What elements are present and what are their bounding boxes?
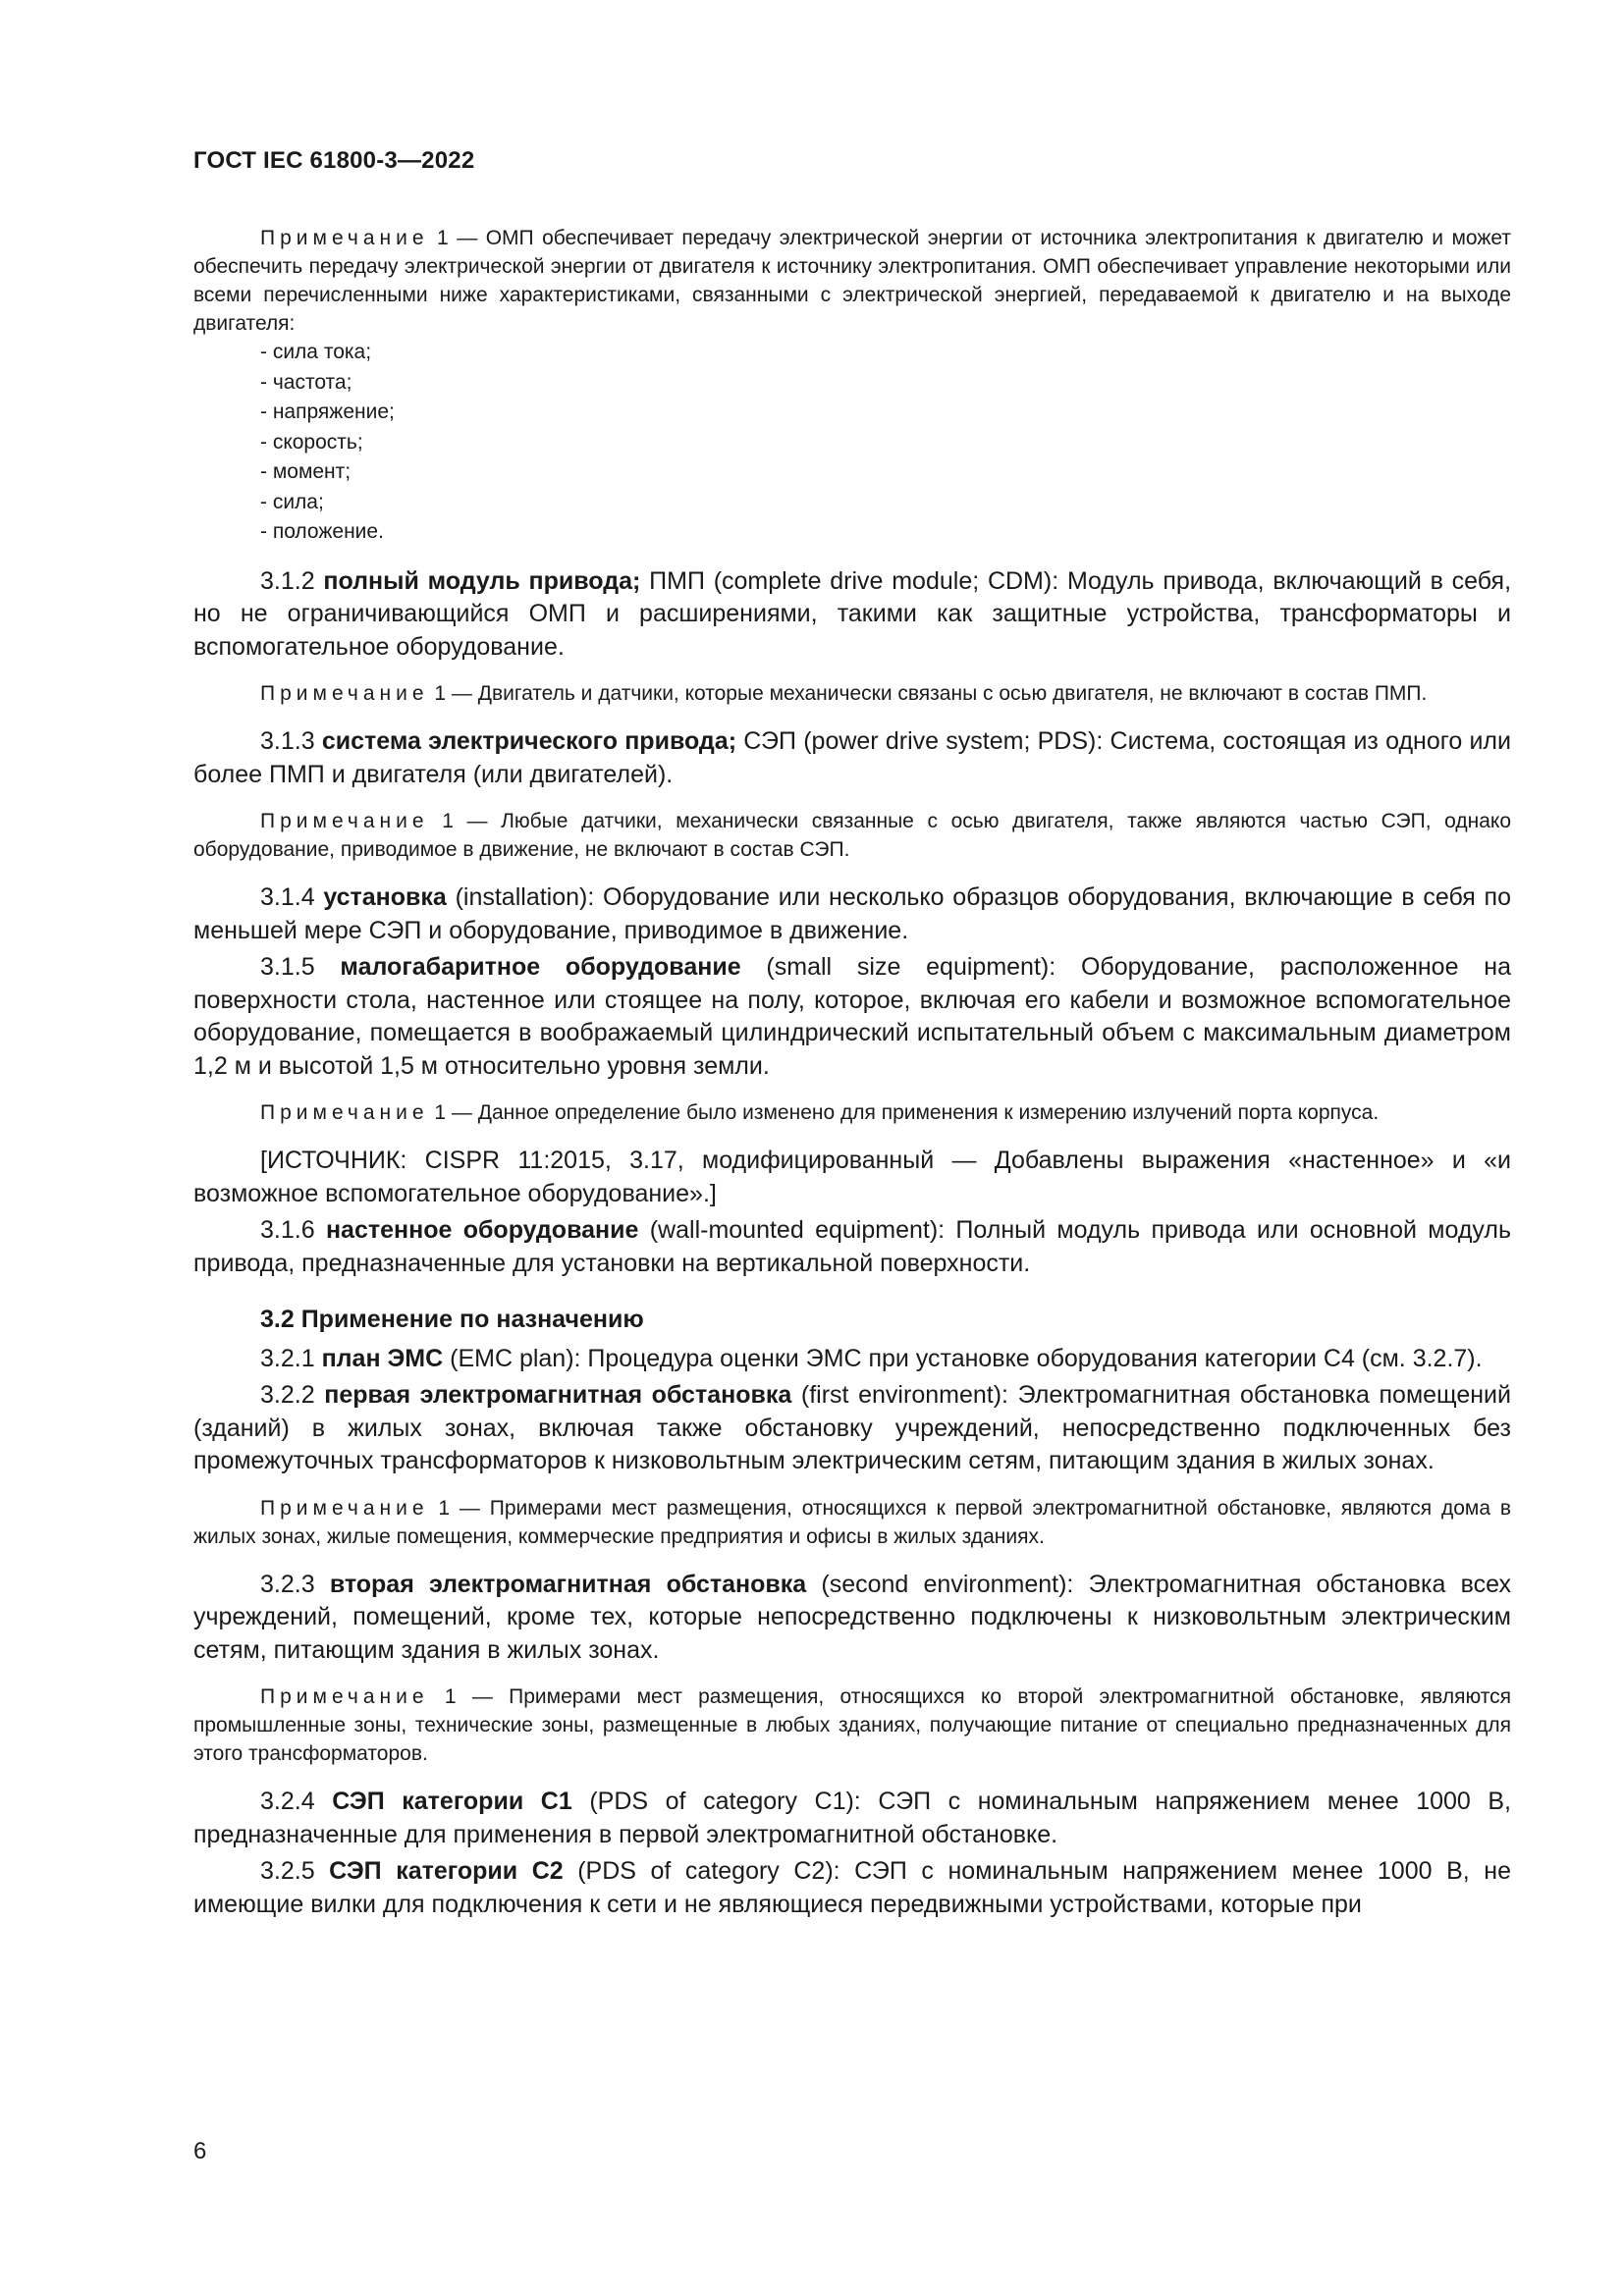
term: план ЭМС xyxy=(321,1344,444,1372)
term: настенное оборудование xyxy=(325,1216,639,1244)
term: полный модуль привода; xyxy=(323,566,641,595)
definition-3-2-4: 3.2.4 СЭП категории С1 (PDS of category C1): СЭП с номинальным напряжением менее 1000 В, предназначенные для применения в первой электромагнитной обстановке. xyxy=(193,1788,1512,1848)
list-item: - положение. xyxy=(260,520,384,543)
term: СЭП категории С1 xyxy=(332,1788,572,1815)
note-label: Примечание xyxy=(260,227,429,249)
definition-3-2-2: 3.2.2 первая электромагнитная обстановка (first environment): Электромагнитная обстановка помещений (зданий) в жилых зонах, включая также обстановку учреждений, непосредственно подключенных без промежуточных трансформаторов к низковольтным электрическим сетям, питающим здания в жилых зонах. xyxy=(193,1381,1511,1474)
definition-3-1-5: 3.1.5 малогабаритное оборудование (small size equipment): Оборудование, расположенное на поверхности стола, настенное или стоящее на полу, которое, включая его кабели и возможное вспомогательное оборудование, помещается в воображаемый цилиндрический испытательный объем с максимальным диаметром 1,2 м и высотой 1,5 м относительно уровня земли. xyxy=(193,953,1512,1080)
term: вторая электромагнитная обстановка xyxy=(329,1570,807,1598)
definition-3-2-5: 3.2.5 СЭП категории С2 (PDS of category C2): СЭП с номинальным напряжением менее 1000 В, не имеющие вилки для подключения к сети и не являющиеся передвижными устройствами, которые при xyxy=(193,1857,1511,1918)
definition-3-1-3: 3.1.3 система электрического привода; СЭП (power drive system; PDS): Система, состоящая из одного или более ПМП и двигателя (или двигателей). xyxy=(193,727,1511,788)
source-reference: [ИСТОЧНИК: CISPR 11:2015, 3.17, модифицированный — Добавлены выражения «настенное» и «и возможное вспомогательное оборудование».] xyxy=(193,1147,1511,1207)
term: СЭП категории С2 xyxy=(329,1857,564,1885)
characteristics-list xyxy=(260,338,1511,548)
list-item: - скорость; xyxy=(260,430,363,454)
document-body xyxy=(193,224,1511,1925)
list-item: - момент; xyxy=(260,460,352,483)
note-second-environment: Примечание 1 — Примерами мест размещения, относящихся ко второй электромагнитной обстановке, являются промышленные зоны, технические зоны, размещенные в любых зданиях, получающие питание от специально предназначенных для этого трансформаторов. xyxy=(193,1685,1511,1765)
definition-3-1-4: 3.1.4 установка (installation): Оборудование или несколько образцов оборудования, включающие в себя по меньшей мере СЭП и оборудование, приводимое в движение. xyxy=(193,883,1511,944)
list-item: - сила; xyxy=(260,490,324,513)
list-item: - напряжение; xyxy=(260,400,395,423)
definition-3-2-1: 3.2.1 план ЭМС (EMC plan): Процедура оценки ЭМС при установке оборудования категории С4 (см. 3.2.7). xyxy=(260,1344,1483,1372)
definition-3-1-2: 3.1.2 полный модуль привода; ПМП (complete drive module; CDM): Модуль привода, включающий в себя, но не ограничивающийся ОМП и расширениями, такими как защитные устройства, трансформаторы и вспомогательное оборудование. xyxy=(193,566,1512,661)
definition-3-1-6: 3.1.6 настенное оборудование (wall-mounted equipment): Полный модуль привода или основной модуль привода, предназначенные для установки на вертикальной поверхности. xyxy=(193,1216,1511,1277)
term: малогабаритное оборудование xyxy=(340,953,741,981)
note-small-equipment: Примечание 1 — Данное определение было изменено для применения к измерению излучений порта корпуса. xyxy=(260,1101,1380,1124)
document-header: ГОСТ IEC 61800-3—2022 xyxy=(193,147,475,174)
term: первая электромагнитная обстановка xyxy=(324,1381,792,1409)
section-title: 3.2 Применение по назначению xyxy=(260,1306,644,1333)
definition-3-2-3: 3.2.3 вторая электромагнитная обстановка (second environment): Электромагнитная обстановка всех учреждений, помещений, кроме тех, которые непосредственно подключены к низковольтным электрическим сетям, питающим здания в жилых зонах. xyxy=(193,1570,1511,1664)
note-first-environment: Примечание 1 — Примерами мест размещения, относящихся к первой электромагнитной обстановке, являются дома в жилых зонах, жилые помещения, коммерческие предприятия и офисы в жилых зданиях. xyxy=(193,1496,1511,1548)
list-item: - сила тока; xyxy=(260,341,372,363)
note-omp: Примечание 1 — ОМП обеспечивает передачу электрической энергии от источника электропитания к двигателю и может обеспечить передачу электрической энергии от двигателя к источнику электропитания. ОМП обеспечивает управление некоторыми или всеми перечисленными ниже характеристиками, связанными с электрической энергией, передаваемой к двигателю и на выходе двигателя: xyxy=(193,227,1511,335)
note-pds: Примечание 1 — Любые датчики, механически связанные с осью двигателя, также являются частью СЭП, однако оборудование, приводимое в движение, не включают в состав СЭП. xyxy=(193,810,1511,861)
term: установка xyxy=(323,883,447,911)
term: система электрического привода; xyxy=(321,727,737,755)
note-cdm: Примечание 1 — Двигатель и датчики, которые механически связаны с осью двигателя, не включают в состав ПМП. xyxy=(260,682,1428,705)
list-item: - частота; xyxy=(260,370,352,394)
page-number: 6 xyxy=(193,2138,207,2164)
